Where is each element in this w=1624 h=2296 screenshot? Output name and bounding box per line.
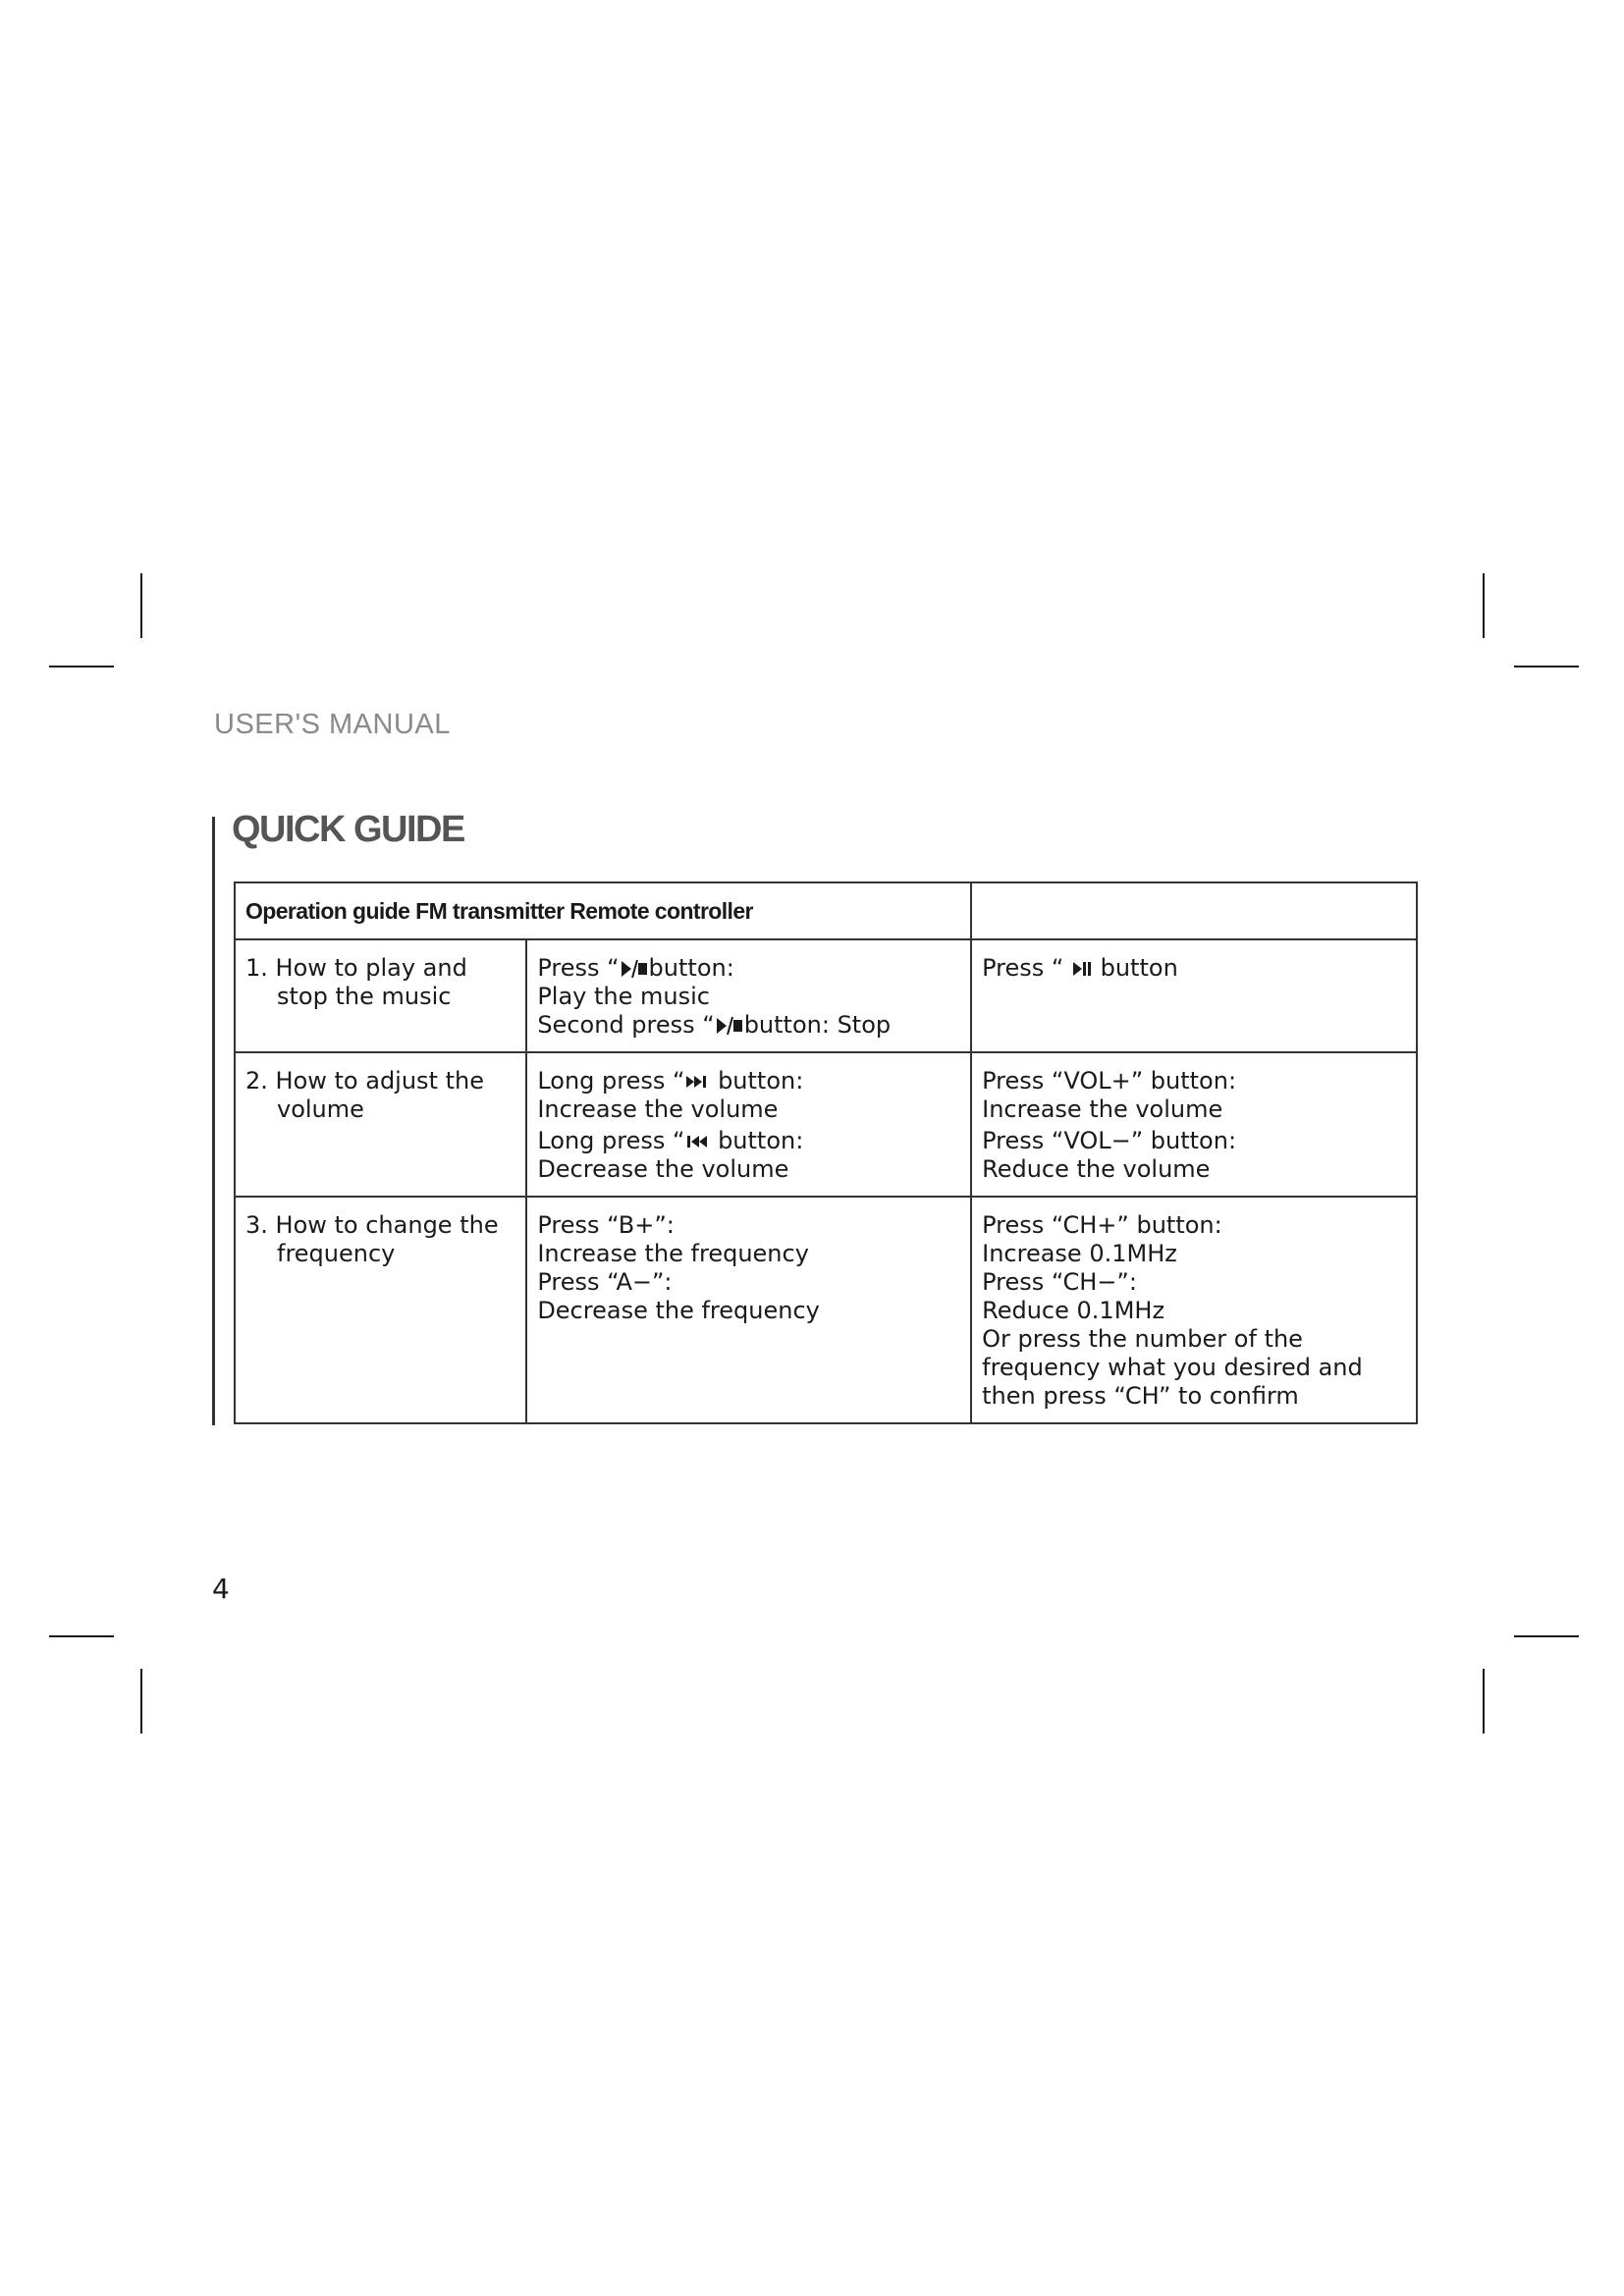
remote-cell: [971, 1197, 1417, 1423]
instruction-text: button:: [648, 954, 734, 982]
crop-mark: [140, 1669, 142, 1734]
transmitter-cell: [526, 939, 971, 1052]
instruction-line: Press “CH−”:: [982, 1268, 1137, 1296]
remote-cell: [971, 1052, 1417, 1197]
section-bar: [212, 817, 215, 1425]
question-cell: [235, 939, 526, 1052]
table-header-row: [235, 882, 1417, 939]
instruction-text: Press “: [982, 954, 1071, 982]
instruction-line: [537, 1127, 960, 1155]
instruction-line: Press “VOL−” button:: [982, 1127, 1237, 1154]
next-track-icon: [685, 1072, 709, 1092]
table-header-text: Operation guide FM transmitter Remote controller: [245, 898, 753, 924]
instruction-text: button:: [710, 1127, 804, 1154]
instruction-line: Play the music: [537, 983, 710, 1010]
previous-track-icon: [685, 1132, 709, 1151]
instruction-text: button: Stop: [743, 1011, 892, 1039]
instruction-line: Press “VOL+” button:: [982, 1067, 1237, 1095]
instruction-line: Reduce 0.1MHz: [982, 1297, 1165, 1324]
crop-mark: [1514, 666, 1579, 667]
instruction-line: Decrease the frequency: [537, 1297, 820, 1324]
table-row: [235, 1197, 1417, 1423]
crop-mark: [49, 666, 114, 667]
table-row: [235, 1052, 1417, 1197]
play-stop-icon: [621, 959, 648, 979]
question-text: 3. How to change the frequency: [245, 1211, 499, 1267]
instruction-text: Long press “: [537, 1127, 685, 1154]
instruction-line: Increase the volume: [537, 1095, 779, 1123]
question-text: 1. How to play and stop the music: [245, 954, 467, 1010]
running-head: USER'S MANUAL: [214, 709, 451, 740]
crop-mark: [140, 573, 142, 638]
question-text: 2. How to adjust the volume: [245, 1067, 484, 1123]
instruction-text: Second press “: [537, 1011, 715, 1039]
play-pause-icon: [1072, 959, 1092, 979]
instruction-text: button:: [710, 1067, 804, 1095]
instruction-text: button: [1092, 954, 1178, 982]
instruction-line: Decrease the volume: [537, 1155, 789, 1183]
instruction-line: [537, 954, 960, 983]
transmitter-cell: [526, 1052, 971, 1197]
table-row: [235, 939, 1417, 1052]
crop-mark: [49, 1635, 114, 1637]
instruction-line: Increase the volume: [982, 1095, 1223, 1123]
question-cell: [235, 1052, 526, 1197]
instruction-line: Press “CH+” button:: [982, 1211, 1222, 1239]
instruction-line: Press “B+”:: [537, 1211, 675, 1239]
instruction-line: Press “A−”:: [537, 1268, 673, 1296]
play-stop-icon: [716, 1016, 743, 1036]
crop-mark: [1514, 1635, 1579, 1637]
instruction-text: Press “: [537, 954, 620, 982]
table-header-cell: [235, 882, 753, 939]
instruction-line: [982, 954, 1406, 983]
instruction-line: Increase 0.1MHz: [982, 1240, 1177, 1267]
instruction-line: [537, 1011, 960, 1040]
page-number: 4: [212, 1573, 230, 1605]
quick-guide-table: [234, 881, 1418, 1424]
transmitter-cell: [526, 1197, 971, 1423]
instruction-line: [537, 1067, 960, 1095]
crop-mark: [1483, 573, 1485, 638]
question-cell: [235, 1197, 526, 1423]
instruction-text: Long press “: [537, 1067, 685, 1095]
instruction-line: Increase the frequency: [537, 1240, 809, 1267]
remote-cell: [971, 939, 1417, 1052]
crop-mark: [1483, 1669, 1485, 1734]
table-header-cell: [971, 882, 1417, 939]
instruction-line: Reduce the volume: [982, 1155, 1211, 1183]
section-title: QUICK GUIDE: [232, 809, 464, 850]
instruction-line: Or press the number of the frequency what you desired and then press “CH” to confirm: [982, 1325, 1363, 1410]
